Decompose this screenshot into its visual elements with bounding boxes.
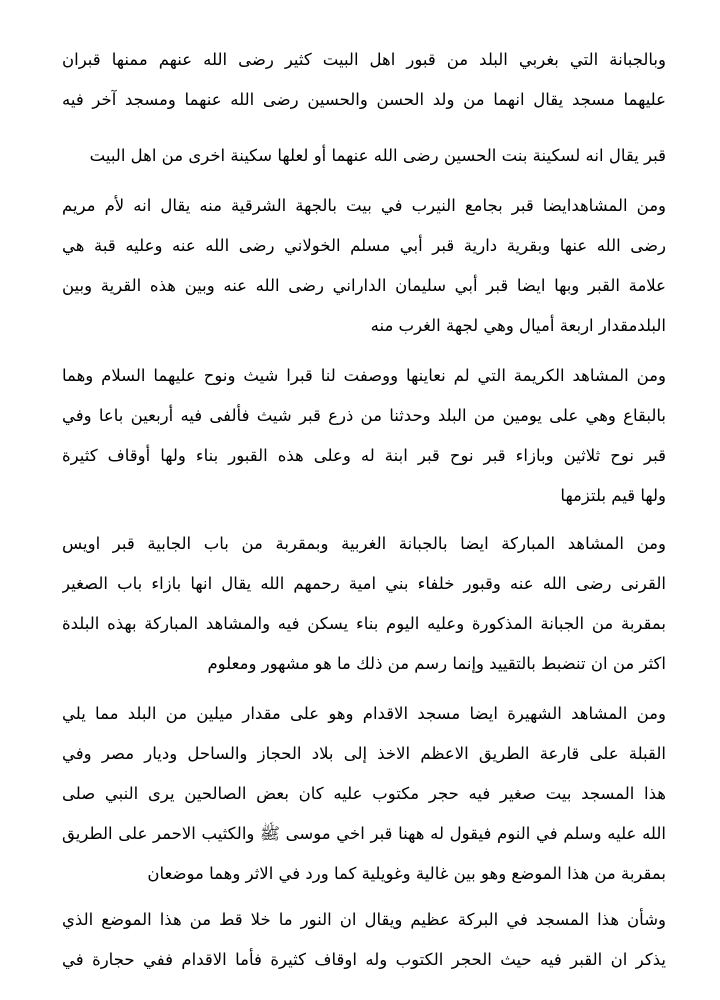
- text-line: يذكر ان القبر فيه حيث الحجر الكتوب وله اوقاف كثيرة فأما الاقدام ففي حجارة في: [62, 950, 666, 969]
- text-line: الله عليه وسلم في النوم فيقول له ههنا قبر اخي موسى ﷺ والكثيب الاحمر على الطريق: [62, 824, 666, 843]
- text-line: علامة القبر وبها ايضا قبر أبي سليمان الداراني رضى الله عنه وبين هذه القرية وبين: [62, 276, 666, 295]
- text-line: وبالجبانة التي بغربي البلد من قبور اهل البيت كثير رضى الله عنهم ممنها قبران: [62, 50, 666, 69]
- paragraph-4: [62, 356, 666, 516]
- text-line: وشأن هذا المسجد في البركة عظيم ويقال ان النور ما خلا قط من هذا الموضع الذي: [62, 910, 666, 929]
- paragraph-1: [62, 40, 666, 120]
- text-line: قبر يقال انه لسكينة بنت الحسين رضى الله عنهما أو لعلها سكينة اخرى من اهل البيت: [89, 146, 666, 165]
- text-line: هذا المسجد بيت صغير فيه حجر مكتوب عليه كان بعض الصالحين يرى النبي صلى: [62, 784, 666, 803]
- text-line: ولها قيم بلتزمها: [560, 486, 666, 505]
- text-line: البلدمقدار اربعة أميال وهي لجهة الغرب منه: [370, 316, 666, 335]
- paragraph-5: [62, 524, 666, 684]
- text-line: ومن المشاهد المباركة ايضا بالجبانة الغربية وبمقربة من باب الجابية قبر اويس: [62, 534, 666, 553]
- text-line: ومن المشاهد الشهيرة ايضا مسجد الاقدام وهو على مقدار ميلين من البلد مما يلي: [62, 704, 666, 723]
- paragraph-7: [62, 900, 666, 980]
- text-line: قبر نوح ثلاثين وبازاء قبر نوح قبر ابنة له وعلى هذه القبور بناء ولها أوقاف كثيرة: [62, 446, 666, 465]
- text-line: اكثر من ان تنضبط بالتقييد وإنما رسم من ذلك ما هو مشهور ومعلوم: [207, 654, 666, 673]
- text-line: ومن المشاهدايضا قبر بجامع النيرب في بيت بالجهة الشرقية منه يقال انه لأم مريم: [62, 196, 666, 215]
- paragraph-6: [62, 694, 666, 894]
- text-line: بمقربة من هذا الموضع وهو بين غالية وغويلية كما ورد في الاثر وهما موضعان: [147, 864, 666, 883]
- paragraph-3: [62, 186, 666, 346]
- text-line: رضى الله عنها وبقرية دارية قبر أبي مسلم الخولاني رضى الله عنه وعليه قبة هي: [62, 236, 666, 255]
- text-line: القبلة على قارعة الطريق الاعظم الاخذ إلى بلاد الحجاز والساحل وديار مصر وفي: [62, 744, 666, 763]
- paragraph-2: [62, 136, 666, 176]
- text-line: القرنى رضى الله عنه وقبور خلفاء بني امية رحمهم الله يقال انها بازاء باب الصغير: [62, 574, 666, 593]
- text-line: ومن المشاهد الكريمة التي لم نعاينها ووصفت لنا قبرا شيث ونوح عليهما السلام وهما: [62, 366, 666, 385]
- text-line: بمقربة من الجبانة المذكورة وعليه اليوم بناء يسكن فيه والمشاهد المباركة بهذه البلدة: [62, 614, 666, 633]
- text-line: بالبقاع وهي على يومين من البلد وحدثنا من ذرع قبر شيث فألفى فيه أربعين باعا وفي: [62, 406, 666, 425]
- text-line: عليهما مسجد يقال انهما من ولد الحسن والحسين رضى الله عنهما ومسجد آخر فيه: [62, 90, 666, 109]
